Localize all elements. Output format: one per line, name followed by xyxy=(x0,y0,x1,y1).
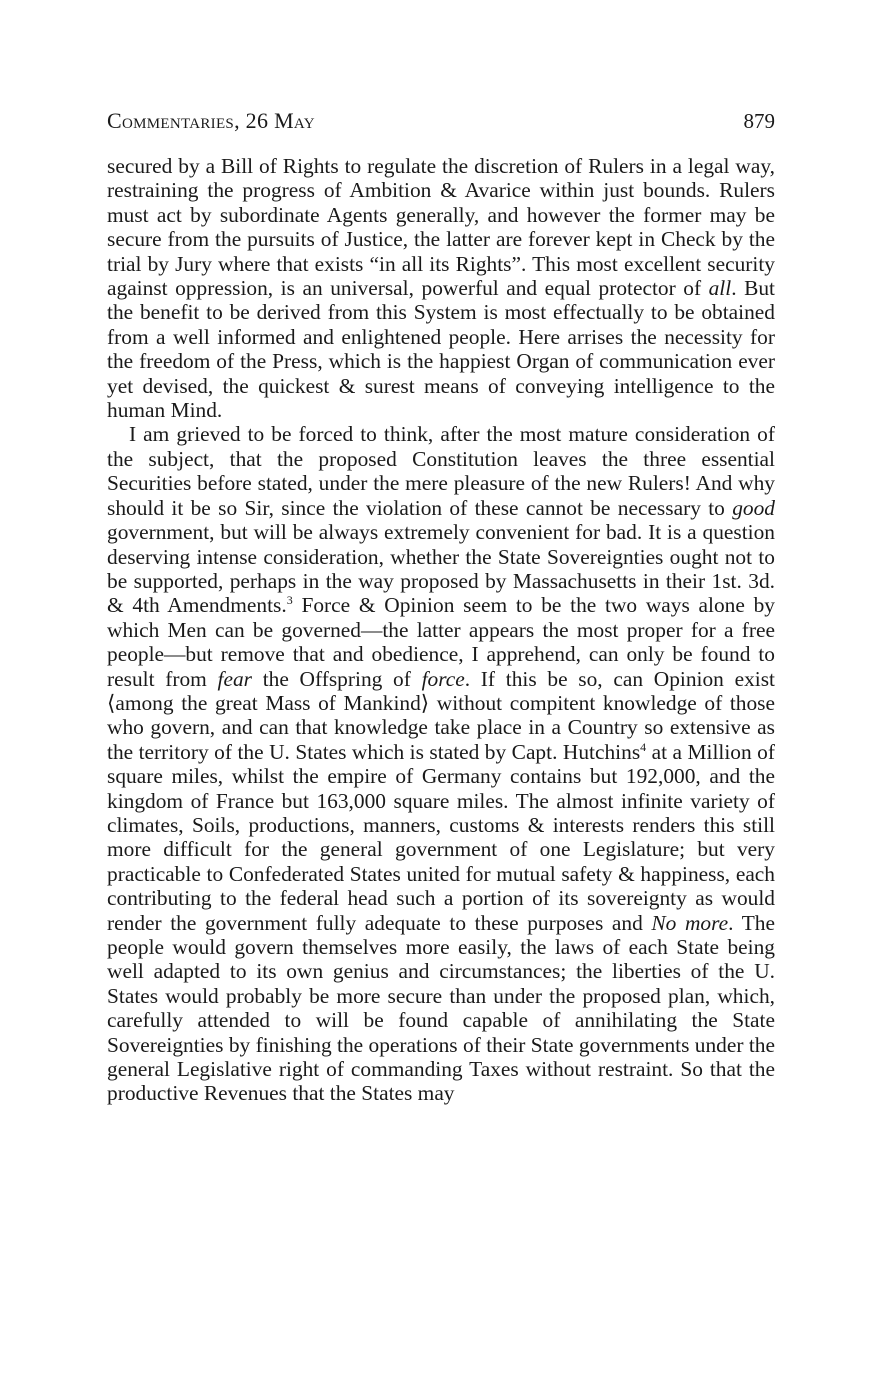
footnote-marker: 4 xyxy=(640,739,647,754)
text-run: government, but will be always extremely convenient for bad. It is a question deserving intense consideration, whether the State Sovereignties ought not to be supported, perhaps in the way proposed by Massachusetts in their 1st. 3d. & 4th Amendments. xyxy=(107,520,775,618)
footnote-marker: 3 xyxy=(286,593,293,608)
italic-text: force xyxy=(421,666,465,691)
running-head xyxy=(107,108,775,140)
text-run: at a Million of square miles, whilst the empire of Germany contains but 192,000, and the kingdom of France but 163,000 square miles. The almost infinite variety of climates, Soils, productions, manners, customs & interests renders this still more difficult for the general government of one Legislature; but very practicable to Confederated States united for mutual safety & happiness, each contributing to the federal head such a portion of its sovereignty as would render the government fully adequate to these purposes and xyxy=(107,739,775,935)
document-page xyxy=(107,108,775,1106)
paragraph xyxy=(107,154,775,422)
page-number: 879 xyxy=(743,109,775,133)
paragraph xyxy=(107,422,775,1105)
text-run: . If this be so, can Opinion exist ⟨among the great Mass of Mankind⟩ without compitent knowledge of those who govern, and can that knowledge take place in a Country so extensive as the territory of the U. States which is stated by Capt. Hutchins xyxy=(107,666,775,764)
running-title: Commentaries, 26 May xyxy=(107,108,315,133)
italic-text: fear xyxy=(217,666,252,691)
text-run: . The people would govern themselves more easily, the laws of each State being well adapted to its own genius and circumstances; the liberties of the U. States would probably be more secure than under the proposed plan, which, carefully attended to will be found capable of annihilating the State Sovereignties by finishing the operations of their State governments under the general Legislative right of commanding Taxes without restraint. So that the productive Revenues that the States may xyxy=(107,910,775,1106)
text-run: I am grieved to be forced to think, after the most mature consideration of the subject, that the proposed Constitution leaves the three essential Securities before stated, under the mere pleasure of the new Rulers! And why should it be so Sir, since the violation of these cannot be necessary to xyxy=(107,422,775,520)
text-run: the Offspring of xyxy=(252,666,422,691)
italic-text: all xyxy=(708,276,732,301)
text-run: . But the benefit to be derived from this System is most effectually to be obtained from a well informed and enlightened people. Here arrises the necessity for the freedom of the Press, which is the happiest Organ of communication ever yet devised, the quickest & surest means of conveying intelligence to the human Mind. xyxy=(107,276,775,423)
text-run: Force & Opinion seem to be the two ways alone by which Men can be governed—the latter appears the most proper for a free people—but remove that and obedience, I apprehend, can only be found to result from xyxy=(107,593,776,691)
text-run: secured by a Bill of Rights to regulate the discretion of Rulers in a legal way, restraining the progress of Ambition & Avarice within just bounds. Rulers must act by subordinate Agents generally, and however the former may be secure from the pursuits of Justice, the latter are forever kept in Check by the trial by Jury where that exists “in all its Rights”. This most excellent security against oppression, is an universal, powerful and equal protector of xyxy=(107,154,775,301)
body-text xyxy=(107,154,775,1106)
italic-text: No more xyxy=(651,910,729,935)
italic-text: good xyxy=(732,495,775,520)
